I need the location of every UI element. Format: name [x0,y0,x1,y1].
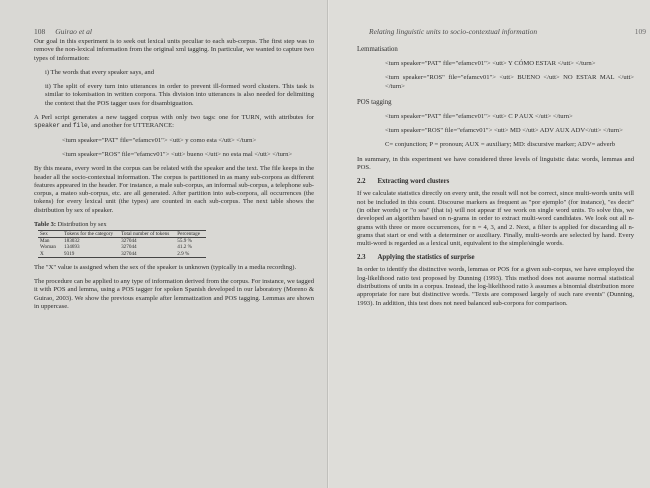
left-running-head [34,27,92,36]
pos-example-2: <turn speaker="ROS" file="efamcv01"> <utt> MD </utt> ADV AUX ADV</utt> </turn> [385,127,623,135]
code-example-2: <turn speaker="ROS" file="efamcv01"> <utt> bueno </utt> no esta mal </utt> </turn> [62,150,293,158]
list-item-i: i) The words that every speaker says, and [45,68,155,76]
table-header: Sex [40,231,48,238]
pos-tagging-label: POS tagging [357,98,392,106]
table-row: Man 183032 327044 55.9 % [40,238,192,245]
list-item-ii: ii) The split of every turn into utterances in order to prevent ill-formed word clusters. This task is similar to tokenisation in written corpora. This division into utterances is also needed for delimiting the context that the POS tagger uses for disambiguation. [45,83,314,107]
table-row: Woman 134693 327044 41.2 % [40,244,192,251]
lemmatisation-label: Lemmatisation [357,46,398,53]
paragraph-goal: Our goal in this experiment is to seek out lexical units peculiar to each sub-corpus. The first step was to remove the non-lexical information from the original xml tagging. In particular, we wanted to capture two types of information: [34,38,314,62]
table-header: Total number of tokens [121,231,170,238]
section-2-2-text: If we calculate statistics directly on every unit, the result will not be correct, since multi-words units will not be included in this count. Discourse markers as frequent as "por ejemplo" (for instance), "es decir" (in other words) or "o sea" (that is) will not appear if we work on single word units. To solve this, we developed an algorithm based on n-grams in order to extract multi-word candidates. We look out all n-grams with three or more occurrences, for n = 4, 3, and 2. Next, a filter is applied for discarding all n-grams that start or end with a determiner or auxiliary. Finally, multi-words are selected by hand. Every multi-word is regarded as a lexical unit, equivalent to the simple/single words. [357,190,634,248]
lemma-example-1: <turn speaker="PAT" file="efamcv01"> <utt> Y CÓMO ESTAR </utt> </turn> [385,60,596,67]
lemma-example-2: <turn speaker="ROS" file="efamcv01"> <utt> BUENO </utt> NO ESTAR MAL </utt> </turn> [385,74,634,90]
pos-legend: C= conjunction; P = pronoun; AUX = auxiliary; MD: discursive marker; ADV= adverb [385,141,615,149]
section-2-2-heading: 2.2 Extracting word clusters [357,178,450,186]
paragraph-x-value: The "X" value is assigned when the sex of the speaker is unknown (typically in a media recording). [34,263,297,271]
paragraph-perl: A Perl script generates a new tagged corpus with only two tags: one for TURN, with attributes for speaker and file, and another for UTTERANCE: [34,114,314,130]
section-2-3-heading: 2.3 Applying the statistics of surprise [357,254,475,262]
distribution-table [38,230,206,258]
section-2-3-text: In order to identify the distinctive words, lemmas or POS for a given sub-corpus, we have employed the log-likelihood ratio test proposed by Dunning (1993). This method does not assume normal statistical distributions of units in a corpus. Instead, the log-likelihood ratio λ assumes a binomial distribution more appropriate for rare but distinctive words. "Texts are composed largely of such rare events" (Dunning, 1993). In addition, this test does not need balanced sub-corpora for comparison. [357,266,634,307]
right-page [329,0,650,488]
paragraph-procedure: The procedure can be applied to any type of information derived from the corpus. For instance, we tagged it with POS and lemma, using a POS tagger for spoken Spanish developed in our laboratory (Moreno & Guirao, 2003). We show the previous example after lemmatization and POS tagging. Lemmas are shown in uppercase. [34,278,314,311]
table-row: X 9319 327044 2.9 % [38,251,206,258]
left-page-number: 108 [34,27,46,36]
right-running-head: Relating linguistic units to socio-contextual information [369,27,538,36]
left-author: Guirao et al [55,27,92,36]
pos-example-1: <turn speaker="PAT" file="efamcv01"> <utt> C P AUX </utt> </turn> [385,112,573,120]
code-example-1: <turn speaker="PAT" file="efamcv01"> <utt> y como esta </utt> </turn> [62,136,257,144]
paragraph-means: By this means, every word in the corpus can be related with the speaker and the text. The file keeps in the header all the socio-contextual information. The corpus is partitioned in as many sub-corpora as different features appeared in the header. For instance, a male sub-corpus, an informal sub-corpus, a telephone sub-corpus, a mateo sub-corpus, etc. are all generated. After partition into sub-corpora, all occurrences (the tokens) for every lexical unit (the types) are counted in each sub-corpus. The next table shows the distribution by sex of speaker. [34,165,314,214]
table-header: Percentage [177,231,201,238]
table-header: Tokens for the category [64,231,114,238]
right-page-number: 109 [634,27,646,36]
paragraph-summary: In summary, in this experiment we have considered three levels of linguistic data: words, lemmas and POS. [357,155,634,172]
table-caption: Table 3: Distribution by sex [34,221,107,229]
